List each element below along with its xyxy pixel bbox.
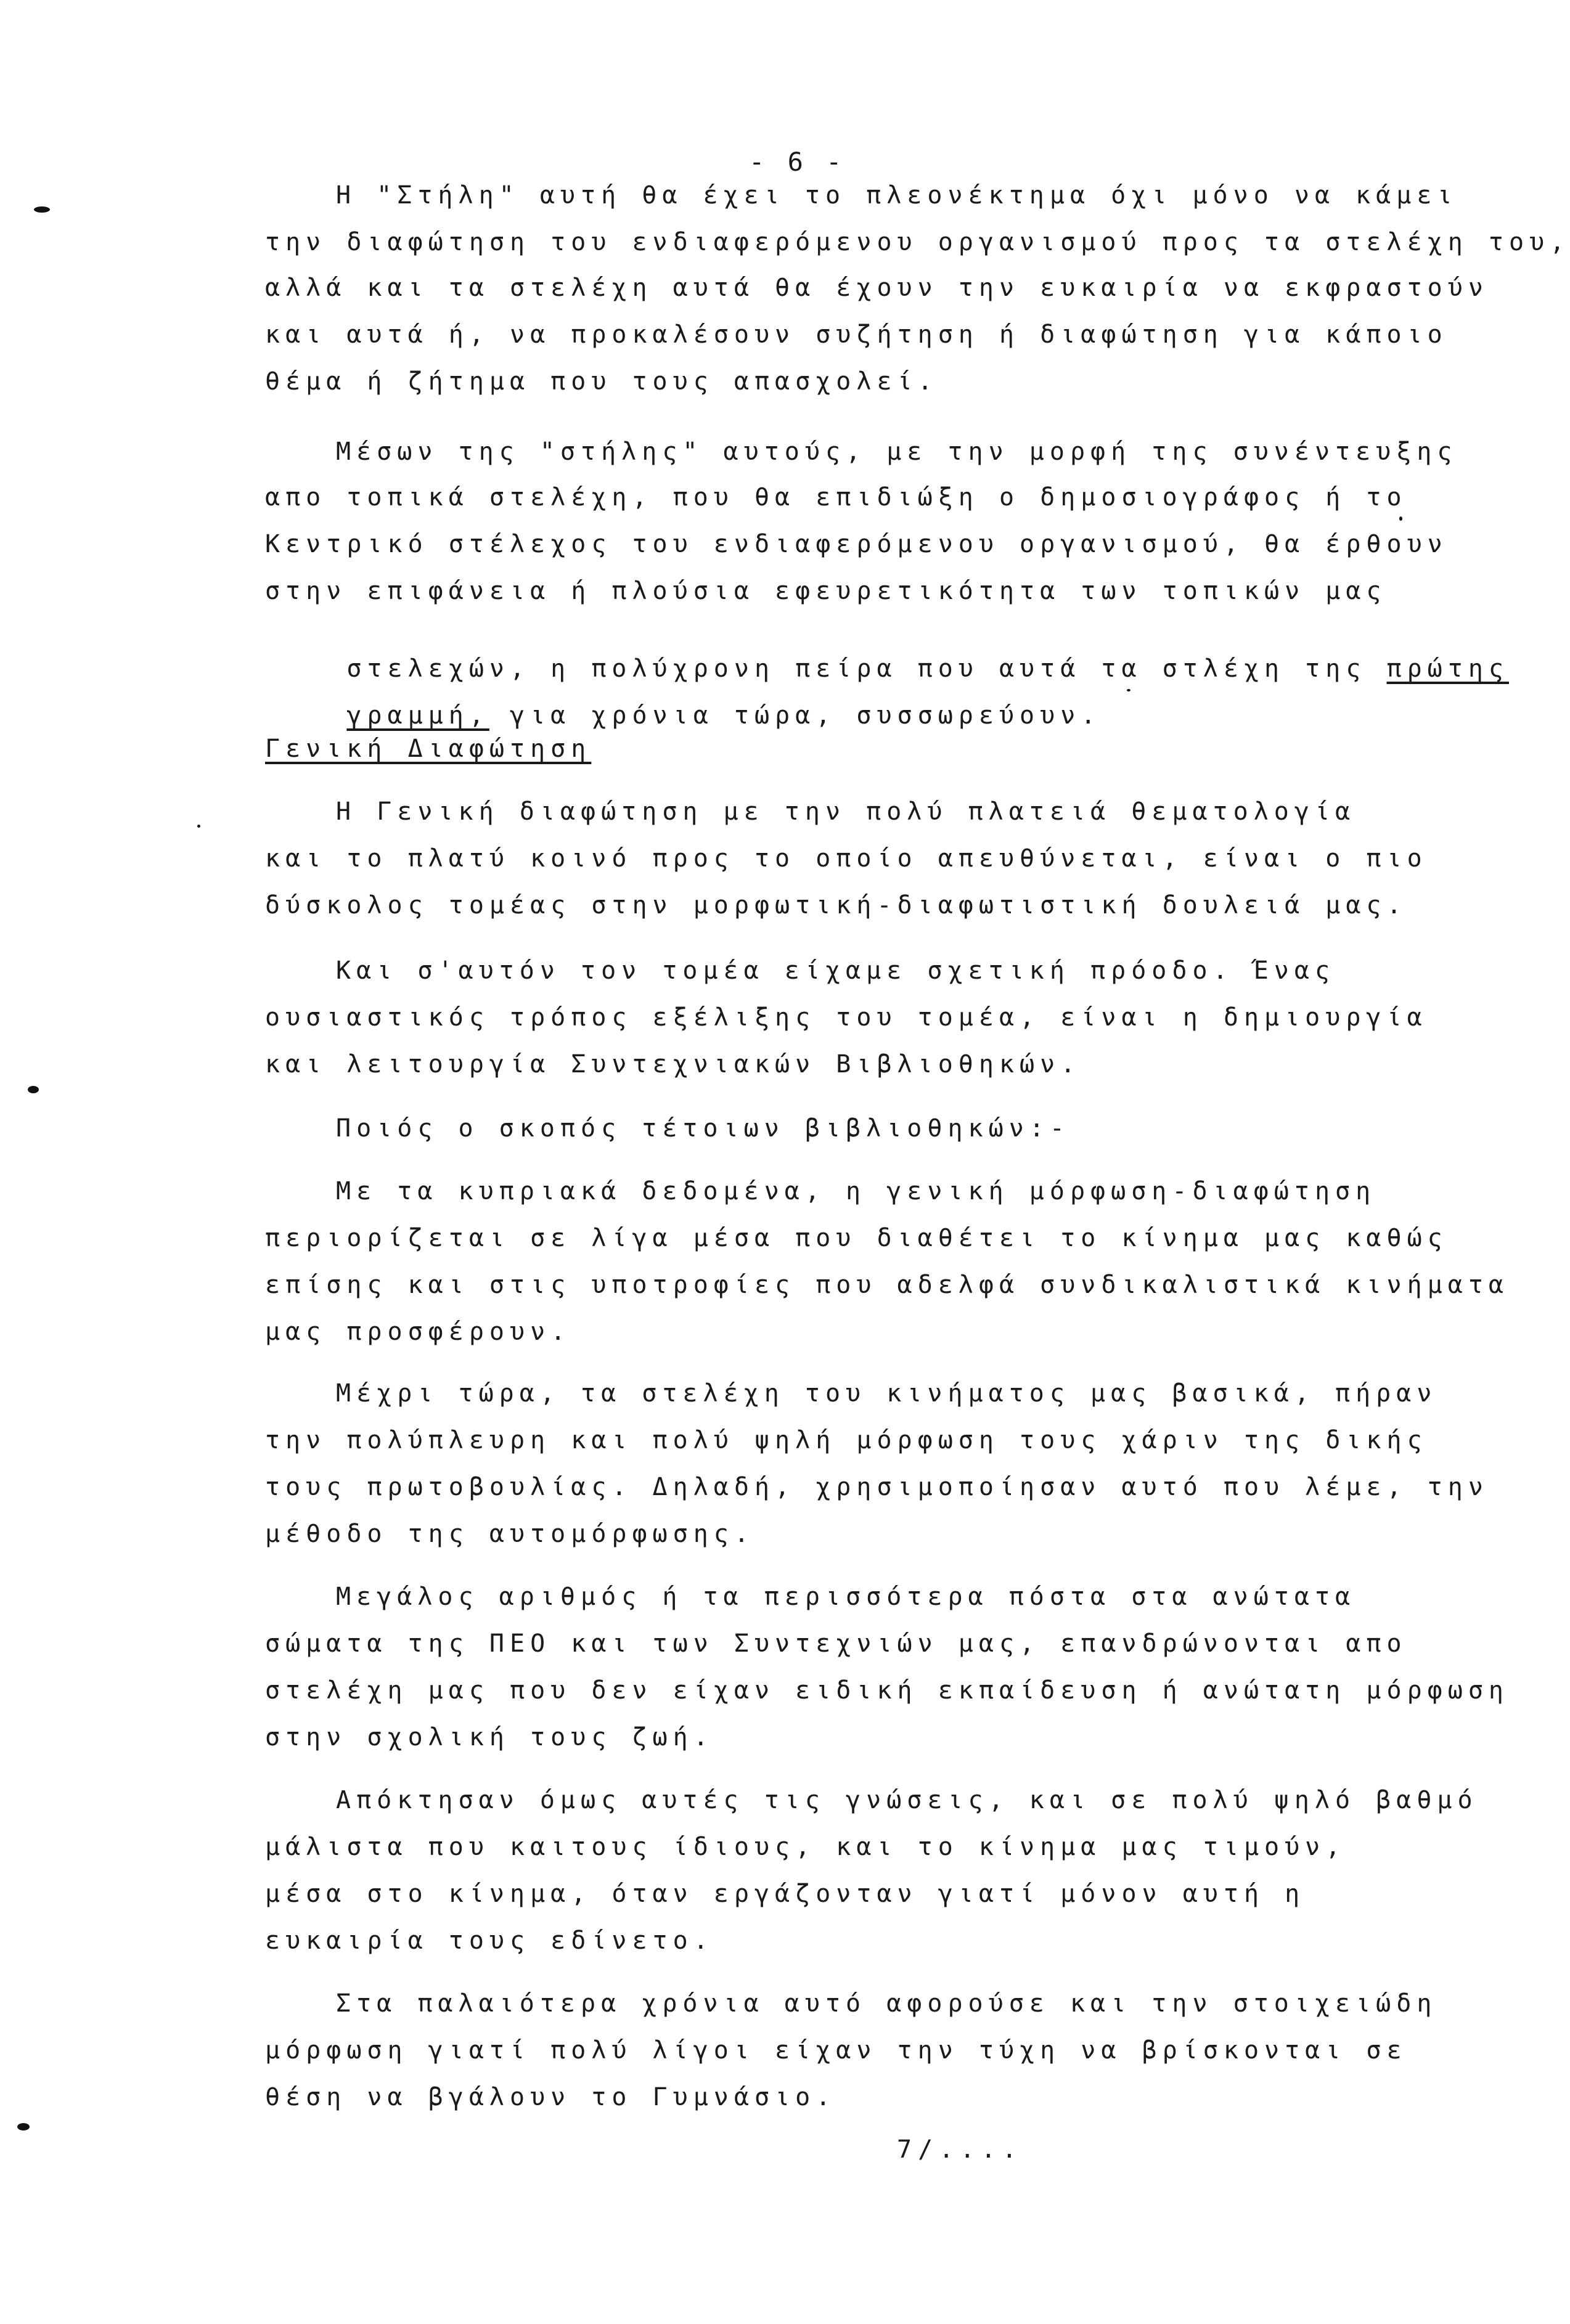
text-line: Με τα κυπριακά δεδομένα, η γενική μόρφωση-διαφώτηση [336, 1177, 1376, 1205]
text-line: στην σχολική τους ζωή. [265, 1723, 714, 1751]
text-line: Μέσων της "στήλης" αυτούς, με την μορφή της συνέντευξης [336, 438, 1458, 466]
text-line: Μεγάλος αριθμός ή τα περισσότερα πόστα στα ανώτατα [336, 1583, 1356, 1611]
continuation-mark: 7/.... [897, 2135, 1023, 2164]
text-line: και λειτουργία Συντεχνιακών Βιβλιοθηκών. [265, 1050, 1081, 1078]
scan-mark [28, 1086, 39, 1093]
text-line: Στα παλαιότερα χρόνια αυτό αφορούσε και την στοιχειώδη [336, 1989, 1437, 2018]
page-number: - 6 - [749, 147, 846, 177]
text-line: την πολύπλευρη και πολύ ψηλή μόρφωση τους χάριν της δικής [265, 1426, 1428, 1454]
underlined-phrase: γραμμή, [346, 701, 489, 730]
text-line: στελέχη μας που δεν είχαν ειδική εκπαίδευση ή ανώτατη μόρφωση [265, 1676, 1510, 1705]
text-line: ουσιαστικός τρόπος εξέλιξης του τομέα, είναι η δημιουργία [265, 1003, 1428, 1032]
text-line: Και σ'αυτόν τον τομέα είχαμε σχετική πρόοδο. Ένας [336, 956, 1336, 985]
text-line: Μέχρι τώρα, τα στελέχη του κινήματος μας βασικά, πήραν [336, 1379, 1437, 1408]
section-heading: Γενική Διαφώτηση [265, 735, 592, 763]
text-line: μας προσφέρουν. [265, 1318, 571, 1346]
text-line: Απόκτησαν όμως αυτές τις γνώσεις, και σε πολύ ψηλό βαθμό [336, 1786, 1478, 1814]
text-line: αλλά και τα στελέχη αυτά θα έχουν την ευκαιρία να εκφραστούν [265, 274, 1489, 302]
text-line: Ποιός ο σκοπός τέτοιων βιβλιοθηκών:- [336, 1114, 1070, 1143]
underlined-phrase: πρώτης [1386, 654, 1510, 683]
text-line: Η Γενική διαφώτηση με την πολύ πλατειά θεματολογία [336, 797, 1356, 826]
text-line: Η "Στήλη" αυτή θα έχει το πλεονέκτημα όχι μόνο να κάμει [336, 181, 1458, 210]
text-line: Κεντρικό στέλεχος του ενδιαφερόμενου οργανισμού, θα έρθουν [265, 530, 1448, 558]
text-line: μάλιστα που καιτους ίδιους, και το κίνημα μας τιμούν, [265, 1833, 1346, 1861]
text-line: μέθοδο της αυτομόρφωσης. [265, 1520, 754, 1548]
scan-mark [197, 825, 200, 828]
text-line: θέση να βγάλουν το Γυμνάσιο. [265, 2083, 836, 2111]
scan-mark [1399, 516, 1402, 521]
scan-mark [34, 206, 50, 213]
text-line: σώματα της ΠΕΟ και των Συντεχνιών μας, επανδρώνονται απο [265, 1629, 1407, 1658]
text-line: και το πλατύ κοινό προς το οποίο απευθύνεται, είναι ο πιο [265, 844, 1428, 873]
text-line: την διαφώτηση του ενδιαφερόμενου οργανισμού προς τα στελέχη του, [265, 228, 1570, 256]
text-line: ευκαιρία τους εδίνετο. [265, 1926, 714, 1955]
text-line: δύσκολος τομέας στην μορφωτική-διαφωτιστική δουλειά μας. [265, 891, 1407, 919]
text-line: θέμα ή ζήτημα που τους απασχολεί. [265, 367, 938, 396]
scan-mark [17, 2123, 30, 2130]
text-line: περιορίζεται σε λίγα μέσα που διαθέτει το κίνημα μας καθώς [265, 1224, 1448, 1252]
text-line: μόρφωση γιατί πολύ λίγοι είχαν την τύχη να βρίσκονται σε [265, 2036, 1407, 2065]
text-line-lead: στελεχών, η πολύχρονη πείρα που αυτά τα στλέχη της [346, 654, 1387, 683]
text-line: και αυτά ή, να προκαλέσουν συζήτηση ή διαφώτηση για κάποιο [265, 320, 1448, 349]
text-line: απο τοπικά στελέχη, που θα επιδιώξη ο δημοσιογράφος ή το [265, 483, 1407, 512]
text-line: μέσα στο κίνημα, όταν εργάζονταν γιατί μόνον αυτή η [265, 1880, 1306, 1908]
text-line-tail: για χρόνια τώρα, συσσωρεύουν. [489, 701, 1102, 730]
text-line: στην επιφάνεια ή πλούσια εφευρετικότητα των τοπικών μας [265, 577, 1387, 605]
text-line: επίσης και στις υποτροφίες που αδελφά συνδικαλιστικά κινήματα [265, 1271, 1510, 1299]
text-line: τους πρωτοβουλίας. Δηλαδή, χρησιμοποίησαν αυτό που λέμε, την [265, 1473, 1489, 1501]
scan-mark [1127, 689, 1130, 691]
